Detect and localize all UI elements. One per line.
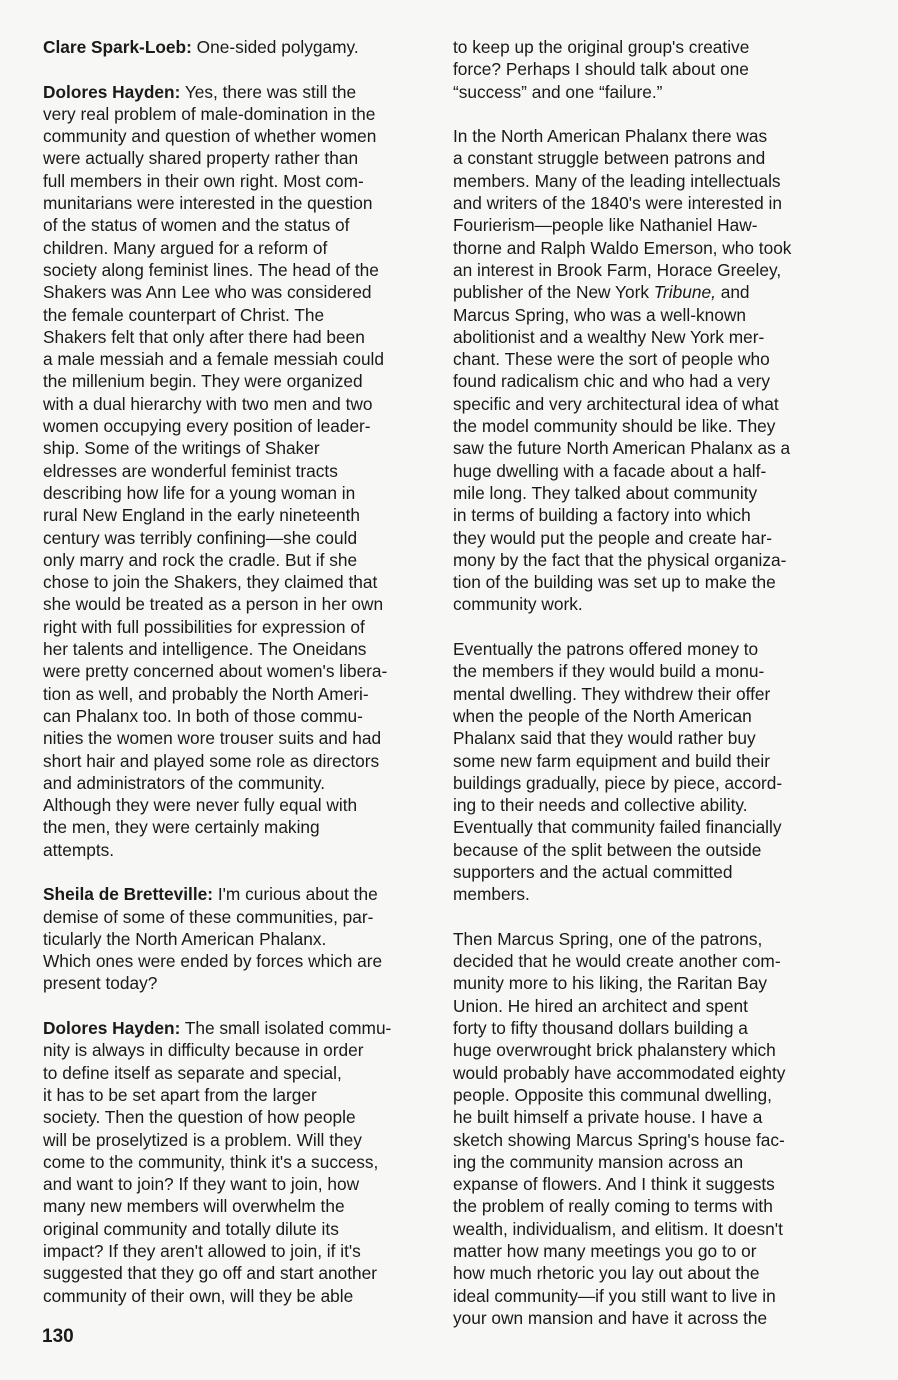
text-line — [453, 482, 853, 504]
text-line — [43, 1195, 443, 1217]
text-line — [43, 950, 443, 972]
text-line — [453, 437, 853, 459]
text-line — [43, 638, 443, 660]
text-line — [453, 1240, 853, 1262]
line-text: ing to their needs and collective ability. — [453, 795, 748, 816]
text-line — [43, 705, 443, 727]
line-text: mental dwelling. They withdrew their offer — [453, 683, 771, 704]
line-text: Eventually that community failed financially — [453, 817, 782, 838]
text-line — [43, 281, 443, 303]
line-text: when the people of the North American — [453, 705, 752, 726]
text-line — [43, 616, 443, 638]
text-line — [43, 1173, 443, 1195]
line-text: Although they were never fully equal with — [43, 795, 358, 816]
text-line — [453, 170, 853, 192]
line-text: “success” and one “failure.” — [453, 81, 663, 102]
line-text: the problem of really coming to terms with — [453, 1196, 773, 1217]
line-text: tion of the building was set up to make the — [453, 572, 776, 593]
line-text: in terms of building a factory into which — [453, 505, 751, 526]
line-text: In the North American Phalanx there was — [453, 126, 768, 147]
text-line — [43, 1039, 443, 1061]
paragraph — [453, 928, 853, 1329]
line-text: children. Many argued for a reform of — [43, 237, 328, 258]
line-text: society along feminist lines. The head of the — [43, 259, 379, 280]
text-line — [453, 36, 853, 58]
line-text: Marcus Spring, who was a well-known — [453, 304, 746, 325]
text-line — [453, 504, 853, 526]
line-text: short hair and played some role as directors — [43, 750, 380, 771]
line-text: to define itself as separate and special, — [43, 1062, 342, 1083]
text-line — [453, 147, 853, 169]
line-text: matter how many meetings you go to or — [453, 1241, 757, 1262]
text-line — [43, 504, 443, 526]
line-text: and want to join? If they want to join, how — [43, 1174, 360, 1195]
text-line — [43, 727, 443, 749]
line-text: rural New England in the early nineteenth — [43, 505, 361, 526]
text-line — [453, 58, 853, 80]
line-text: she would be treated as a person in her own — [43, 594, 384, 615]
paragraph — [43, 883, 443, 994]
speaker-name: Dolores Hayden: — [43, 1018, 181, 1039]
text-line — [453, 660, 853, 682]
text-line — [453, 460, 853, 482]
line-text: members. Many of the leading intellectuals — [453, 170, 781, 191]
text-line — [453, 237, 853, 259]
line-text: they would put the people and create har- — [453, 527, 772, 548]
text-line — [453, 81, 853, 103]
text-line — [43, 972, 443, 994]
text-line — [43, 593, 443, 615]
line-text: original community and totally dilute its — [43, 1218, 339, 1239]
line-text: were actually shared property rather than — [43, 148, 359, 169]
text-line — [453, 259, 853, 281]
text-line — [453, 1084, 853, 1106]
paragraph — [453, 36, 853, 103]
text-line — [43, 348, 443, 370]
page-number: 130 — [42, 1326, 74, 1347]
line-text: Eventually the patrons offered money to — [453, 639, 759, 660]
line-text: ticularly the North American Phalanx. — [43, 928, 327, 949]
line-text: were pretty concerned about women's libera- — [43, 661, 388, 682]
text-line — [43, 460, 443, 482]
line-text: present today? — [43, 973, 158, 994]
text-line — [43, 1084, 443, 1106]
text-line — [453, 1307, 853, 1329]
paragraph — [43, 1017, 443, 1307]
text-line — [453, 1218, 853, 1240]
line-text: wealth, individualism, and elitism. It doesn't — [453, 1218, 783, 1239]
line-text: community and question of whether women — [43, 126, 377, 147]
text-line — [43, 81, 443, 103]
line-text: very real problem of male-domination in the — [43, 103, 376, 124]
text-line — [43, 214, 443, 236]
line-text: Which ones were ended by forces which are — [43, 951, 383, 972]
line-text: of the status of women and the status of — [43, 215, 350, 236]
text-line — [43, 1218, 443, 1240]
text-line — [453, 772, 853, 794]
line-text: supporters and the actual committed — [453, 861, 733, 882]
line-text: it has to be set apart from the larger — [43, 1084, 317, 1105]
text-line — [453, 1151, 853, 1173]
text-line — [43, 1285, 443, 1307]
text-line — [453, 1129, 853, 1151]
line-text: specific and very architectural idea of what — [453, 393, 779, 414]
text-line — [453, 549, 853, 571]
line-text: would probably have accommodated eighty — [453, 1062, 786, 1083]
line-text: how much rhetoric you lay out about the — [453, 1263, 760, 1284]
text-line — [43, 816, 443, 838]
text-line — [43, 326, 443, 348]
line-text: the members if they would build a monu- — [453, 661, 765, 682]
line-text: found radicalism chic and who had a very — [453, 371, 770, 392]
line-text: many new members will overwhelm the — [43, 1196, 345, 1217]
line-text: Shakers felt that only after there had been — [43, 326, 365, 347]
text-line — [43, 549, 443, 571]
text-line — [453, 348, 853, 370]
text-line — [43, 1017, 443, 1039]
text-line — [43, 839, 443, 861]
line-text: chose to join the Shakers, they claimed that — [43, 572, 378, 593]
line-text: full members in their own right. Most com- — [43, 170, 364, 191]
line-text: mile long. They talked about community — [453, 482, 758, 503]
line-text: huge dwelling with a facade about a half- — [453, 460, 767, 481]
line-text: force? Perhaps I should talk about one — [453, 59, 749, 80]
line-text: suggested that they go off and start another — [43, 1263, 378, 1284]
text-line — [453, 794, 853, 816]
line-text: expanse of flowers. And I think it suggests — [453, 1174, 775, 1195]
line-text: One-sided polygamy. — [196, 37, 359, 57]
line-text: a male messiah and a female messiah could — [43, 349, 385, 370]
line-text: huge overwrought brick phalanstery which — [453, 1040, 776, 1061]
text-line — [453, 214, 853, 236]
line-text: can Phalanx too. In both of those commu- — [43, 705, 363, 726]
line-text: tion as well, and probably the North Ameri- — [43, 683, 369, 704]
text-line — [453, 1039, 853, 1061]
text-line — [43, 170, 443, 192]
text-line — [453, 705, 853, 727]
text-line — [43, 1062, 443, 1084]
line-text: abolitionist and a wealthy New York mer- — [453, 326, 765, 347]
line-text: nity is always in difficulty because in order — [43, 1040, 364, 1061]
line-text: Union. He hired an architect and spent — [453, 995, 748, 1016]
line-text: community work. — [453, 594, 583, 615]
text-line — [453, 816, 853, 838]
line-text: Yes, there was still the — [184, 81, 357, 102]
line-text: the female counterpart of Christ. The — [43, 304, 325, 325]
paragraph — [43, 81, 443, 861]
text-line — [43, 304, 443, 326]
text-line — [453, 304, 853, 326]
line-text: community of their own, will they be able — [43, 1285, 354, 1306]
text-line — [453, 750, 853, 772]
text-line — [453, 415, 853, 437]
text-line — [453, 1062, 853, 1084]
line-text: some new farm equipment and build their — [453, 750, 770, 771]
publication-title: Tribune, — [653, 282, 716, 303]
text-line — [453, 1285, 853, 1307]
right-column — [453, 36, 853, 1352]
line-text: nities the women wore trouser suits and had — [43, 728, 382, 749]
line-text: with a dual hierarchy with two men and two — [43, 393, 373, 414]
line-text: eldresses are wonderful feminist tracts — [43, 460, 338, 481]
text-line — [453, 593, 853, 615]
speaker-name: Dolores Hayden: — [43, 81, 181, 102]
line-text: impact? If they aren't allowed to join, if it's — [43, 1241, 361, 1262]
text-line — [453, 571, 853, 593]
line-text: society. Then the question of how people — [43, 1107, 356, 1128]
line-text: thorne and Ralph Waldo Emerson, who took — [453, 237, 792, 258]
text-line — [43, 1129, 443, 1151]
text-line — [43, 883, 443, 905]
line-text: munity more to his liking, the Raritan Bay — [453, 973, 768, 994]
line-text: sketch showing Marcus Spring's house fac- — [453, 1129, 785, 1150]
text-line — [453, 370, 853, 392]
line-text: a constant struggle between patrons and — [453, 148, 766, 169]
line-text: demise of some of these communities, par- — [43, 906, 374, 927]
text-line — [43, 237, 443, 259]
line-text: your own mansion and have it across the — [453, 1307, 768, 1328]
text-line — [453, 683, 853, 705]
line-text: century was terribly confining—she could — [43, 527, 358, 548]
line-text: the millenium begin. They were organized — [43, 371, 363, 392]
line-text: right with full possibilities for expression of — [43, 616, 365, 637]
text-line — [453, 1173, 853, 1195]
text-line — [43, 928, 443, 950]
paragraph — [453, 125, 853, 616]
text-line — [43, 683, 443, 705]
line-text: Then Marcus Spring, one of the patrons, — [453, 928, 763, 949]
line-text: Shakers was Ann Lee who was considered — [43, 282, 372, 303]
text-line — [43, 794, 443, 816]
line-text: an interest in Brook Farm, Horace Greeley, — [453, 259, 782, 280]
text-line — [43, 750, 443, 772]
line-text: describing how life for a young woman in — [43, 482, 356, 503]
paragraph — [43, 36, 443, 58]
text-line — [43, 906, 443, 928]
text-line — [43, 415, 443, 437]
text-line — [453, 393, 853, 415]
text-line — [43, 393, 443, 415]
text-line — [453, 1017, 853, 1039]
line-text: and administrators of the community. — [43, 772, 326, 793]
line-text: will be proselytized is a problem. Will they — [43, 1129, 362, 1150]
line-text: members. — [453, 884, 530, 905]
text-line — [453, 950, 853, 972]
text-line — [43, 103, 443, 125]
speaker-name: Clare Spark-Loeb: — [43, 37, 192, 57]
line-text: I'm curious about the — [217, 884, 378, 905]
text-line — [453, 192, 853, 214]
line-text: her talents and intelligence. The Oneidans — [43, 639, 367, 660]
line-text: because of the split between the outside — [453, 839, 762, 860]
paragraph — [453, 638, 853, 906]
line-text: buildings gradually, piece by piece, accord- — [453, 772, 783, 793]
text-line — [43, 147, 443, 169]
text-line — [453, 326, 853, 348]
text-line — [453, 972, 853, 994]
line-text: saw the future North American Phalanx as a — [453, 438, 791, 459]
speaker-name: Sheila de Bretteville: — [43, 884, 213, 905]
line-text: attempts. — [43, 839, 115, 860]
text-line — [453, 1195, 853, 1217]
text-line — [43, 571, 443, 593]
text-line — [453, 638, 853, 660]
text-line — [43, 437, 443, 459]
text-line — [453, 125, 853, 147]
line-text: ideal community—if you still want to live in — [453, 1285, 776, 1306]
text-line — [453, 839, 853, 861]
line-text: the men, they were certainly making — [43, 817, 320, 838]
text-line — [43, 482, 443, 504]
text-line — [43, 1106, 443, 1128]
line-text: decided that he would create another com- — [453, 951, 781, 972]
text-line — [43, 125, 443, 147]
text-line — [43, 660, 443, 682]
text-line — [453, 727, 853, 749]
text-line — [453, 928, 853, 950]
line-text: The small isolated commu- — [184, 1018, 392, 1039]
line-text: chant. These were the sort of people who — [453, 349, 770, 370]
line-text: he built himself a private house. I have a — [453, 1107, 763, 1128]
line-text: ing the community mansion across an — [453, 1151, 744, 1172]
line-text: publisher of the New York Tribune, and — [453, 282, 750, 303]
text-line — [43, 527, 443, 549]
text-line — [453, 861, 853, 883]
text-line — [453, 1262, 853, 1284]
line-text: the model community should be like. They — [453, 416, 776, 437]
line-text: ship. Some of the writings of Shaker — [43, 438, 320, 459]
line-text: Phalanx said that they would rather buy — [453, 728, 756, 749]
line-text: mony by the fact that the physical organiza- — [453, 549, 787, 570]
line-text: only marry and rock the cradle. But if she — [43, 549, 358, 570]
text-line — [43, 259, 443, 281]
text-line — [43, 36, 443, 58]
line-text: forty to fifty thousand dollars building a — [453, 1018, 748, 1039]
text-line — [43, 1240, 443, 1262]
text-line — [43, 772, 443, 794]
line-text: Fourierism—people like Nathaniel Haw- — [453, 215, 758, 236]
line-text: come to the community, think it's a success, — [43, 1151, 379, 1172]
line-text: munitarians were interested in the question — [43, 193, 373, 214]
text-line — [43, 370, 443, 392]
left-column — [43, 36, 443, 1329]
line-text: people. Opposite this communal dwelling, — [453, 1084, 772, 1105]
line-text: and writers of the 1840's were interested in — [453, 193, 782, 214]
text-line — [453, 281, 853, 303]
text-line — [43, 1262, 443, 1284]
line-text: to keep up the original group's creative — [453, 37, 750, 57]
text-line — [453, 1106, 853, 1128]
text-line — [43, 1151, 443, 1173]
text-line — [43, 192, 443, 214]
text-line — [453, 883, 853, 905]
text-line — [453, 527, 853, 549]
line-text: women occupying every position of leader- — [43, 416, 371, 437]
text-line — [453, 995, 853, 1017]
